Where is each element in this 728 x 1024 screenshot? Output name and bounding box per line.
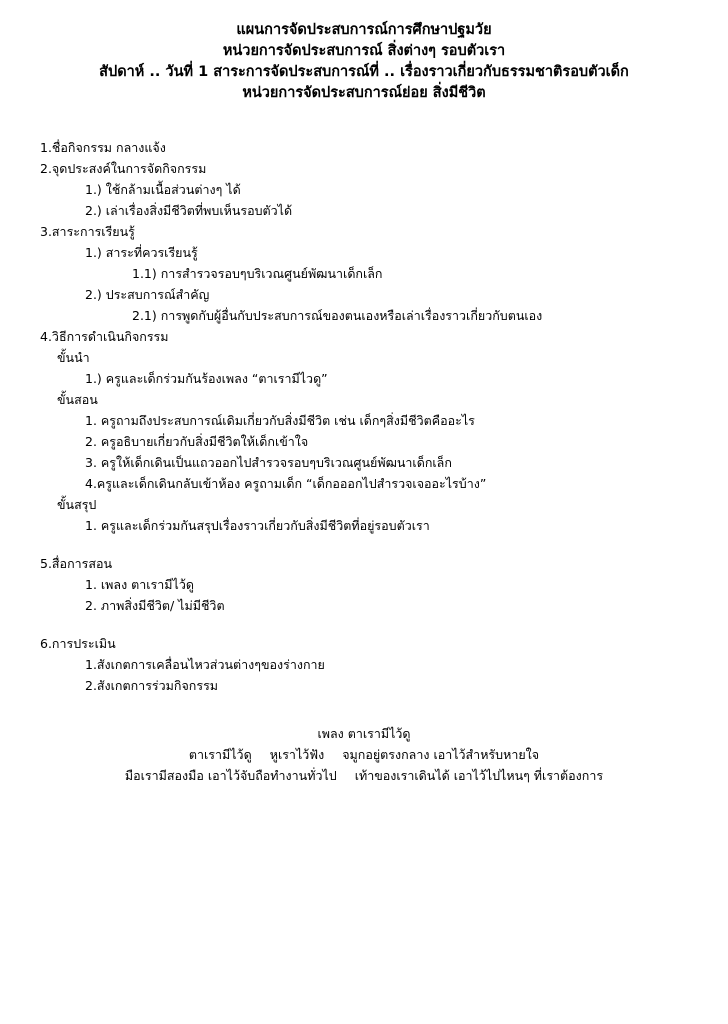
song-line-2 xyxy=(0,765,728,786)
list-item: 1. ครูถามถึงประสบการณ์เดิมเกี่ยวกับสิ่งมีชีวิต เช่น เด็กๆสิ่งมีชีวิตคืออะไร xyxy=(85,413,475,428)
list-item: 2.สังเกตการร่วมกิจกรรม xyxy=(85,678,219,693)
header-line-2: หน่วยการจัดประสบการณ์ สิ่งต่างๆ รอบตัวเรา xyxy=(222,43,506,59)
section-4-title: 4.วิธีการดำเนินกิจกรรม xyxy=(40,329,169,344)
list-item: 2. ภาพสิ่งมีชีวิต/ ไม่มีชีวิต xyxy=(85,598,225,613)
song-phrase: เท้าของเราเดินได้ เอาไว้ไปไหนๆ ที่เราต้องการ xyxy=(354,768,604,783)
section-6-title: 6.การประเมิน xyxy=(40,636,116,651)
song-line-1 xyxy=(0,744,728,765)
section-1-title: 1.ชื่อกิจกรรม กลางแจ้ง xyxy=(40,140,166,155)
song-lyrics xyxy=(0,723,728,786)
song-phrase: จมูกอยู่ตรงกลาง เอาไว้สำหรับหายใจ xyxy=(342,747,540,762)
header-line-4: หน่วยการจัดประสบการณ์ย่อย สิ่งมีชีวิต xyxy=(242,85,486,101)
song-phrase: ตาเรามีไว้ดู xyxy=(188,747,252,762)
list-item: 1.สังเกตการเคลื่อนไหวส่วนต่างๆของร่างกาย xyxy=(85,657,325,672)
stage-label-intro: ขั้นนำ xyxy=(57,350,90,365)
list-item: 2.) ประสบการณ์สำคัญ xyxy=(85,287,210,302)
list-item: 1.) ใช้กล้ามเนื้อส่วนต่างๆ ได้ xyxy=(85,182,241,197)
document-header xyxy=(0,20,728,104)
list-item: 1.) สาระที่ควรเรียนรู้ xyxy=(85,245,198,260)
section-2-title: 2.จุดประสงค์ในการจัดกิจกรรม xyxy=(40,161,207,176)
song-phrase: หูเราไว้ฟัง xyxy=(269,747,325,762)
list-item: 1. ครูและเด็กร่วมกันสรุปเรื่องราวเกี่ยวกับสิ่งมีชีวิตที่อยู่รอบตัวเรา xyxy=(85,518,430,533)
list-item: 1.) ครูและเด็กร่วมกันร้องเพลง “ตาเรามีไวดู” xyxy=(85,371,328,386)
list-item: 1.1) การสำรวจรอบๆบริเวณศูนย์พัฒนาเด็กเล็ก xyxy=(132,266,383,281)
list-item: 2.) เล่าเรื่องสิ่งมีชีวิตที่พบเห็นรอบตัวได้ xyxy=(85,203,293,218)
list-item: 3. ครูให้เด็กเดินเป็นแถวออกไปสำรวจรอบๆบริเวณศูนย์พัฒนาเด็กเล็ก xyxy=(85,455,452,470)
list-item: 2.1) การพูดกับผู้อื่นกับประสบการณ์ของตนเองหรือเล่าเรื่องราวเกี่ยวกับตนเอง xyxy=(132,308,543,323)
song-phrase: มือเรามีสองมือ เอาไว้จับถือทำงานทั่วไป xyxy=(124,768,337,783)
stage-label-teach: ขั้นสอน xyxy=(57,392,98,407)
list-item: 4.ครูและเด็กเดินกลับเข้าห้อง ครูถามเด็ก “เด็กอออกไปสำรวจเจออะไรบ้าง” xyxy=(85,476,487,491)
list-item: 2. ครูอธิบายเกี่ยวกับสิ่งมีชีวิตให้เด็กเข้าใจ xyxy=(85,434,309,449)
section-5-title: 5.สื่อการสอน xyxy=(40,556,113,571)
header-line-3: สัปดาห์ .. วันที่ 1 สาระการจัดประสบการณ์ที่ .. เรื่องราวเกี่ยวกับธรรมชาติรอบตัวเด็ก xyxy=(99,64,629,80)
lesson-plan-body xyxy=(40,137,718,696)
song-title: เพลง ตาเรามีไว้ดู xyxy=(317,726,411,741)
list-item: 1. เพลง ตาเรามีไว้ดู xyxy=(85,577,194,592)
header-line-1: แผนการจัดประสบการณ์การศึกษาปฐมวัย xyxy=(236,22,492,38)
stage-label-summary: ขั้นสรุป xyxy=(57,497,97,512)
section-3-title: 3.สาระการเรียนรู้ xyxy=(40,224,135,239)
